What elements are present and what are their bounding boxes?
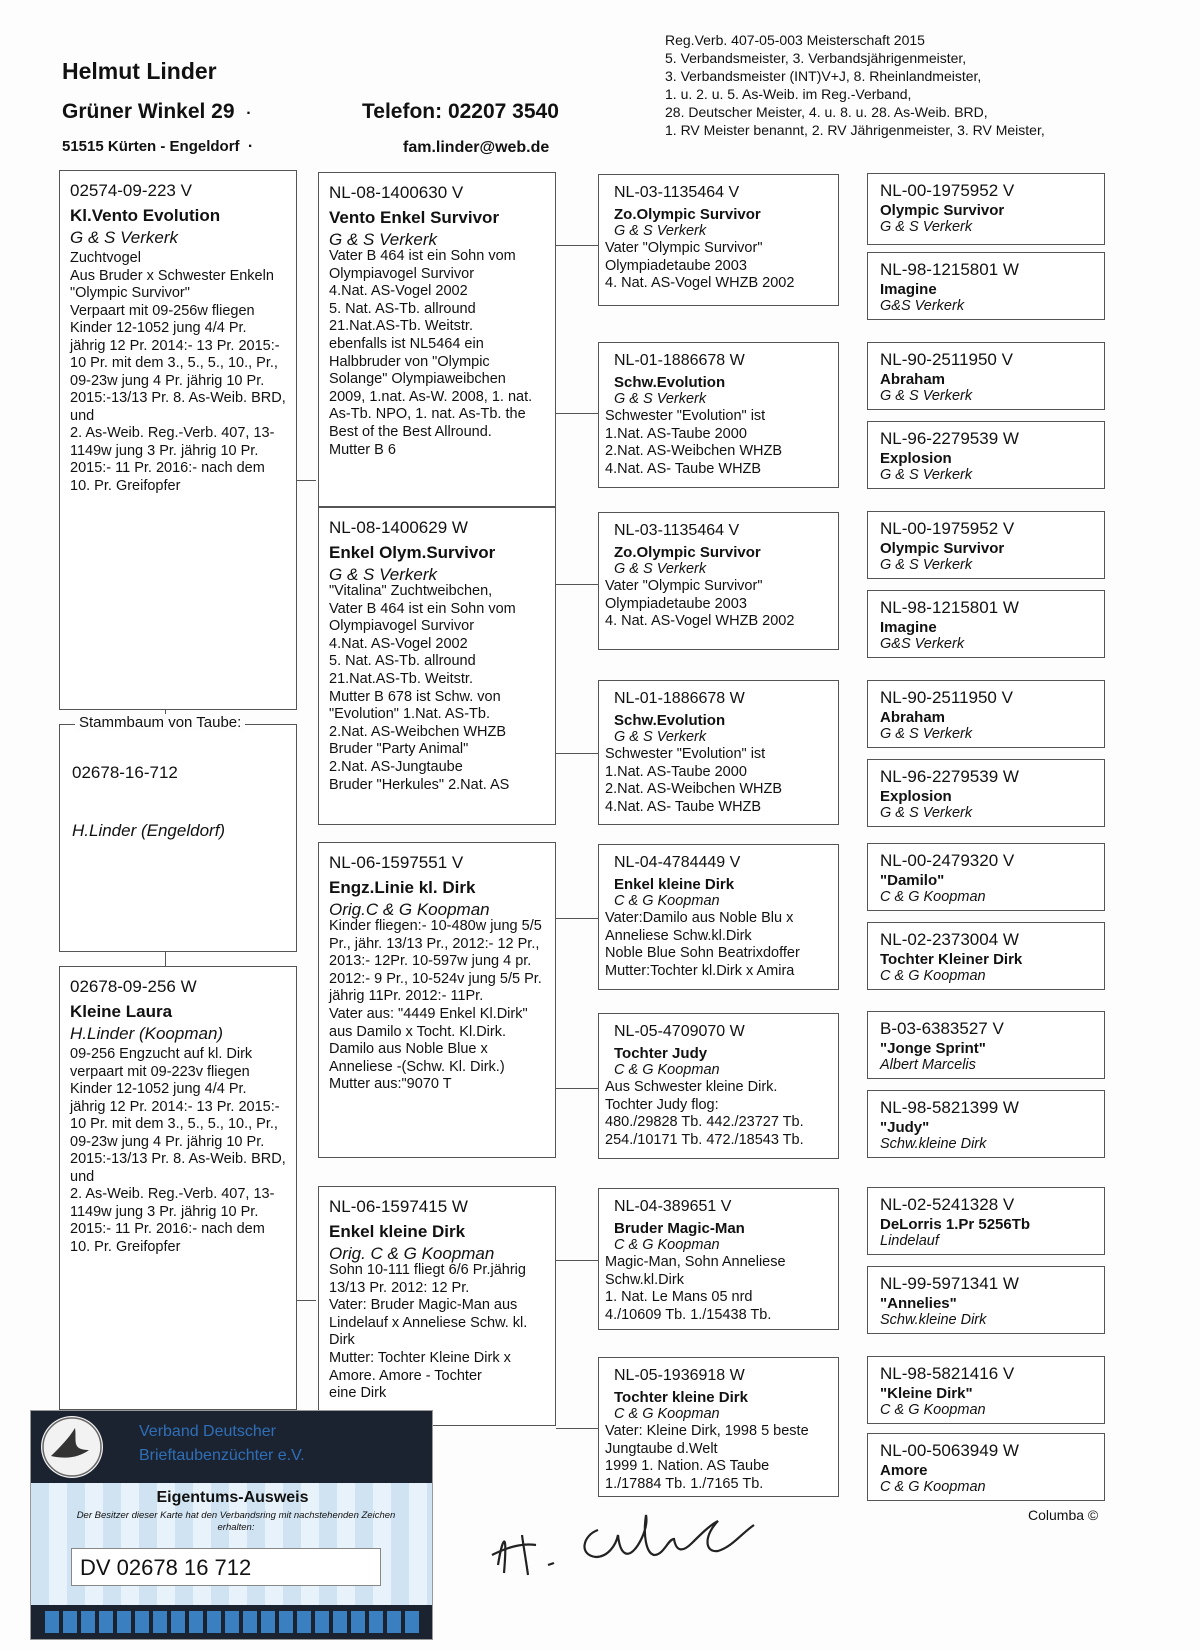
ring-number: NL-90-2511950 V [880,350,1013,369]
card-org-line2: Brieftaubenzüchter e.V. [139,1447,305,1464]
card-org-line1: Verband Deutscher [139,1423,276,1440]
pigeon-name: Kl.Vento Evolution [70,206,221,225]
owner-city [62,138,253,156]
ring-number: NL-02-2373004 W [880,930,1019,949]
ancestor-box [867,252,1105,320]
connector-line [556,1428,598,1429]
pedigree-notes: Magic-Man, Sohn Anneliese Schw.kl.Dirk 1. Nat. Le Mans 05 nrd 4./10609 Tb. 1./15438 Tb. [605,1254,786,1323]
grandparent-box [318,842,556,1158]
breeder: Orig. C & G Koopman [329,1243,495,1263]
breeder: G & S Verkerk [614,391,707,407]
breeder: C & G Koopman [614,893,720,909]
great-grandparent-box [598,844,839,990]
pedigree-notes: 09-256 Engzucht auf kl. Dirk verpaart mit 09-223v fliegen Kinder 12-1052 jung 4/4 Pr. jährig 12 Pr. 2014:- 13 Pr. 2015:- 10 Pr. mit dem 3., 5., 5., 10., Pr., 09-23w jung 4 Pr. jährig 10 Pr. 2015:-13/13 Pr. 8. As-Weib. BRD, und 2. As-Weib. Reg.-Verb. 407, 13-1149w jung 3 Pr. jährig 10 Pr. 2015:- 11 Pr. 2016:- nach dem 10. Pr. Greifopfer [70,1046,286,1255]
breeder: G & S Verkerk [880,805,973,821]
breeder: G & S Verkerk [880,557,973,573]
connector-line [165,952,166,966]
pigeon-name: Abraham [880,709,946,726]
street-text: Grüner Winkel 29 [62,100,235,123]
connector-line [556,1088,598,1089]
pigeon-name: Imagine [880,619,937,636]
achievement-line: 28. Deutscher Meister, 4. u. 8. u. 28. As-Weib. BRD, [665,104,988,120]
ring-number: NL-98-1215801 W [880,260,1019,279]
connector-line [556,753,598,754]
pigeon-name: Olympic Survivor [880,202,1005,219]
ring-number: NL-96-2279539 W [880,429,1019,448]
ownership-card [30,1410,433,1640]
ring-number: NL-98-5821399 W [880,1098,1019,1117]
ring-number: NL-04-389651 V [614,1198,732,1215]
pigeon-name: Tochter Judy [614,1045,708,1062]
breeder: C & G Koopman [614,1237,720,1253]
connector-line [296,1300,316,1301]
connector-line [296,480,316,481]
breeder: H.Linder (Koopman) [70,1023,224,1043]
achievement-line: 5. Verbandsmeister, 3. Verbandsjährigenmeister, [665,50,967,66]
pigeon-name: "Damilo" [880,872,945,889]
pigeon-name: Vento Enkel Survivor [329,208,500,227]
ancestor-box [867,1187,1105,1255]
card-ring-id: DV 02678 16 712 [71,1548,381,1586]
ancestor-box [867,1433,1105,1501]
ancestor-box [867,342,1105,410]
owner-email: fam.linder@web.de [403,139,550,156]
breeder: C & G Koopman [880,1479,986,1495]
connector-line [556,245,598,246]
ring-number: 02678-09-256 W [70,977,197,996]
pigeon-name: Imagine [880,281,937,298]
ring-number: NL-00-5063949 W [880,1441,1019,1460]
grandparent-box [318,172,556,507]
ring-number: B-03-6383527 V [880,1019,1004,1038]
owner-phone: Telefon: 02207 3540 [362,100,559,123]
pigeon-name: Zo.Olympic Survivor [614,544,761,561]
breeder: G & S Verkerk [880,388,973,404]
subject-label: Stammbaum von Taube: [75,714,245,731]
breeder: G & S Verkerk [329,229,438,249]
connector-line [556,1260,598,1261]
achievement-line: 1. RV Meister benannt, 2. RV Jährigenmeister, 3. RV Meister, [665,122,1045,138]
connector-line [556,584,598,585]
ring-number: NL-01-1886678 W [614,352,745,369]
ring-number: NL-00-2479320 V [880,851,1015,870]
ancestor-box [867,1011,1105,1079]
pedigree-notes: Vater "Olympic Survivor" Olympiadetaube 2003 4. Nat. AS-Vogel WHZB 2002 [605,240,795,291]
owner-name: Helmut Linder [62,58,217,84]
pedigree-notes: Zuchtvogel Aus Bruder x Schwester Enkeln "Olympic Survivor" Verpaart mit 09-256w fliegen Kinder 12-1052 jung 4/4 Pr. jährig 12 Pr. 2014:- 13 Pr. 2015:- 10 Pr. mit dem 3., 5., 5., 10., Pr., 09-23w jung 4 Pr. jährig 10 Pr. 2015:-13/13 Pr. 8. As-Weib. BRD, und 2. As-Weib. Reg.-Verb. 407, 13-1149w jung 3 Pr. jährig 10 Pr. 2015:- 11 Pr. 2016:- nach dem 10. Pr. Greifopfer [70,250,286,494]
subject-breeder: H.Linder (Engeldorf) [72,821,226,840]
pigeon-name: "Kleine Dirk" [880,1385,973,1402]
ancestor-box [867,759,1105,827]
pigeon-name: Amore [880,1462,928,1479]
pigeon-logo-icon [41,1416,103,1478]
ancestor-box [867,1266,1105,1334]
ring-number: NL-06-1597415 W [329,1197,468,1216]
pigeon-name: "Annelies" [880,1295,957,1312]
achievement-line: 3. Verbandsmeister (INT)V+J, 8. Rheinlandmeister, [665,68,982,84]
ring-number: NL-98-1215801 W [880,598,1019,617]
ancestor-box [867,590,1105,658]
ring-number: NL-06-1597551 V [329,853,464,872]
breeder: G & S Verkerk [614,223,707,239]
breeder: G & S Verkerk [880,219,973,235]
great-grandparent-box [598,1188,839,1330]
pedigree-notes: Vater: Kleine Dirk, 1998 5 beste Jungtaube d.Welt 1999 1. Nation. AS Taube 1./17884 Tb. 1./7165 Tb. [605,1423,809,1492]
ring-number: NL-00-1975952 V [880,181,1015,200]
card-description: Der Besitzer dieser Karte hat den Verbandsring mit nachstehenden Zeichen erhalten: [76,1510,396,1533]
great-grandparent-box [598,680,839,825]
breeder: C & G Koopman [880,968,986,984]
pigeon-name: Enkel Olym.Survivor [329,543,496,562]
pigeon-name: Explosion [880,450,952,467]
breeder: G & S Verkerk [880,726,973,742]
ancestor-box [867,1356,1105,1424]
breeder: G&S Verkerk [880,636,965,652]
ring-number: NL-05-1936918 W [614,1367,745,1384]
pedigree-notes: Kinder fliegen:- 10-480w jung 5/5 Pr., jähr. 13/13 Pr., 2012:- 12 Pr., 2013:- 12Pr. 10-597w jung 4 pr. 2012:- 9 Pr., 10-524v jung 5/5 Pr. jährig 11Pr. 2012:- 11Pr. Vater aus: "4449 Enkel Kl.Dirk" aus Damilo x Tocht. Kl.Dirk. Damilo aus Noble Blue x Anneliese -(Schw. Kl. Dirk.) Mutter aus:"9070 T [329,918,542,1093]
grandparent-box [318,1186,556,1426]
breeder: Schw.kleine Dirk [880,1312,987,1328]
ring-number: NL-00-1975952 V [880,519,1015,538]
copyright-mark: Columba © [1028,1507,1099,1523]
great-grandparent-box [598,512,839,650]
breeder: G & S Verkerk [614,561,707,577]
pigeon-name: Zo.Olympic Survivor [614,206,761,223]
breeder: C & G Koopman [614,1062,720,1078]
ring-number: NL-05-4709070 W [614,1023,745,1040]
pigeon-name: Enkel kleine Dirk [329,1222,466,1241]
card-footer-pattern [45,1611,420,1633]
subject-box [59,724,297,952]
ring-number: NL-96-2279539 W [880,767,1019,786]
ancestor-box [867,680,1105,748]
ring-number: NL-04-4784449 V [614,854,741,871]
ring-number: NL-03-1135464 V [614,184,740,201]
separator-dot-2: · [247,138,254,155]
breeder: Orig.C & G Koopman [329,899,490,919]
pedigree-notes: Vater:Damilo aus Noble Blu x Anneliese Schw.kl.Dirk Noble Blue Sohn Beatrixdoffer Mutter:Tochter kl.Dirk x Amira [605,910,800,979]
pigeon-name: Tochter kleine Dirk [614,1389,748,1406]
ring-number: NL-08-1400629 W [329,518,468,537]
city-text: 51515 Kürten - Engeldorf [62,138,240,155]
breeder: G & S Verkerk [70,227,179,247]
pedigree-notes: "Vitalina" Zuchtweibchen, Vater B 464 ist ein Sohn vom Olympiavogel Survivor 4.Nat. AS-Vogel 2002 5. Nat. AS-Tb. allround 21.Nat.AS-Tb. Weitstr. Mutter B 678 ist Schw. von "Evolution" 1.Nat. AS-Tb. 2.Nat. AS-Weibchen WHZB Bruder "Party Animal" 2.Nat. AS-Jungtaube Bruder "Herkules" 2.Nat. AS [329,583,516,793]
ring-number: NL-98-5821416 V [880,1364,1015,1383]
achievement-line: 1. u. 2. u. 5. As-Weib. im Reg.-Verband, [665,86,912,102]
breeder: C & G Koopman [880,889,986,905]
pigeon-name: DeLorris 1.Pr 5256Tb [880,1216,1031,1233]
pedigree-notes: Vater B 464 ist ein Sohn vom Olympiavogel Survivor 4.Nat. AS-Vogel 2002 5. Nat. AS-Tb. allround 21.Nat.AS-Tb. Weitstr. ebenfalls ist NL5464 ein Halbbruder von "Olympic Solange" Olympiaweibchen 2009, 1.nat. As-W. 2008, 1. nat. As-Tb. NPO, 1. nat. As-Tb. the Best of the Best Allround. Mutter B 6 [329,248,533,458]
great-grandparent-box [598,1357,839,1497]
pigeon-name: Bruder Magic-Man [614,1220,745,1237]
owner-street [62,100,252,124]
ancestor-box [867,511,1105,579]
achievements-list [665,31,1045,139]
ring-number: NL-01-1886678 W [614,690,745,707]
subject-ring: 02678-16-712 [72,763,178,782]
pigeon-name: Abraham [880,371,946,388]
pigeon-name: Schw.Evolution [614,712,726,729]
pigeon-name: "Jonge Sprint" [880,1040,986,1057]
achievement-line: Reg.Verb. 407-05-003 Meisterschaft 2015 [665,32,925,48]
pigeon-name: Enkel kleine Dirk [614,876,735,893]
ancestor-box [867,843,1105,911]
grandparent-box [318,507,556,825]
breeder: G & S Verkerk [880,467,973,483]
breeder: G & S Verkerk [329,564,438,584]
mother-box [59,966,297,1410]
connector-line [556,918,598,919]
ring-number: NL-03-1135464 V [614,522,740,539]
connector-line [556,413,598,414]
signature [478,1495,798,1580]
father-box [59,170,297,710]
pigeon-name: Schw.Evolution [614,374,726,391]
pedigree-notes: Sohn 10-111 fliegt 6/6 Pr.jährig 13/13 Pr. 2012: 12 Pr. Vater: Bruder Magic-Man aus Lindelauf x Anneliese Schw. kl. Dirk Mutter: Tochter Kleine Dirk x Amore. Amore - Tochter eine Dirk [329,1262,528,1402]
breeder: C & G Koopman [614,1406,720,1422]
ring-number: NL-99-5971341 W [880,1274,1019,1293]
pigeon-name: Explosion [880,788,952,805]
pigeon-name: Olympic Survivor [880,540,1005,557]
great-grandparent-box [598,1013,839,1159]
pedigree-notes: Vater "Olympic Survivor" Olympiadetaube 2003 4. Nat. AS-Vogel WHZB 2002 [605,578,795,629]
pedigree-notes: Schwester "Evolution" ist 1.Nat. AS-Taube 2000 2.Nat. AS-Weibchen WHZB 4.Nat. AS- Taube WHZB [605,746,783,815]
breeder: G & S Verkerk [614,729,707,745]
ring-number: NL-08-1400630 V [329,183,464,202]
breeder: G&S Verkerk [880,298,965,314]
great-grandparent-box [598,342,839,488]
breeder: Lindelauf [880,1233,939,1249]
ring-number: NL-90-2511950 V [880,688,1013,707]
separator-dot: · [246,105,252,122]
pedigree-notes: Schwester "Evolution" ist 1.Nat. AS-Taube 2000 2.Nat. AS-Weibchen WHZB 4.Nat. AS- Taube WHZB [605,408,783,477]
ancestor-box [867,922,1105,990]
ancestor-box [867,173,1105,245]
pigeon-name: Tochter Kleiner Dirk [880,951,1023,968]
ring-number: NL-02-5241328 V [880,1195,1015,1214]
breeder: Schw.kleine Dirk [880,1136,987,1152]
ring-number: 02574-09-223 V [70,181,192,200]
pigeon-name: Engz.Linie kl. Dirk [329,878,476,897]
pigeon-name: Kleine Laura [70,1002,173,1021]
pedigree-notes: Aus Schwester kleine Dirk. Tochter Judy flog: 480./29828 Tb. 442./23727 Tb. 254./10171 Tb. 472./18543 Tb. [605,1079,804,1148]
great-grandparent-box [598,174,839,306]
ancestor-box [867,421,1105,489]
card-title: Eigentums-Ausweis [156,1489,309,1506]
ancestor-box [867,1090,1105,1158]
breeder: C & G Koopman [880,1402,986,1418]
breeder: Albert Marcelis [880,1057,976,1073]
pigeon-name: "Judy" [880,1119,930,1136]
